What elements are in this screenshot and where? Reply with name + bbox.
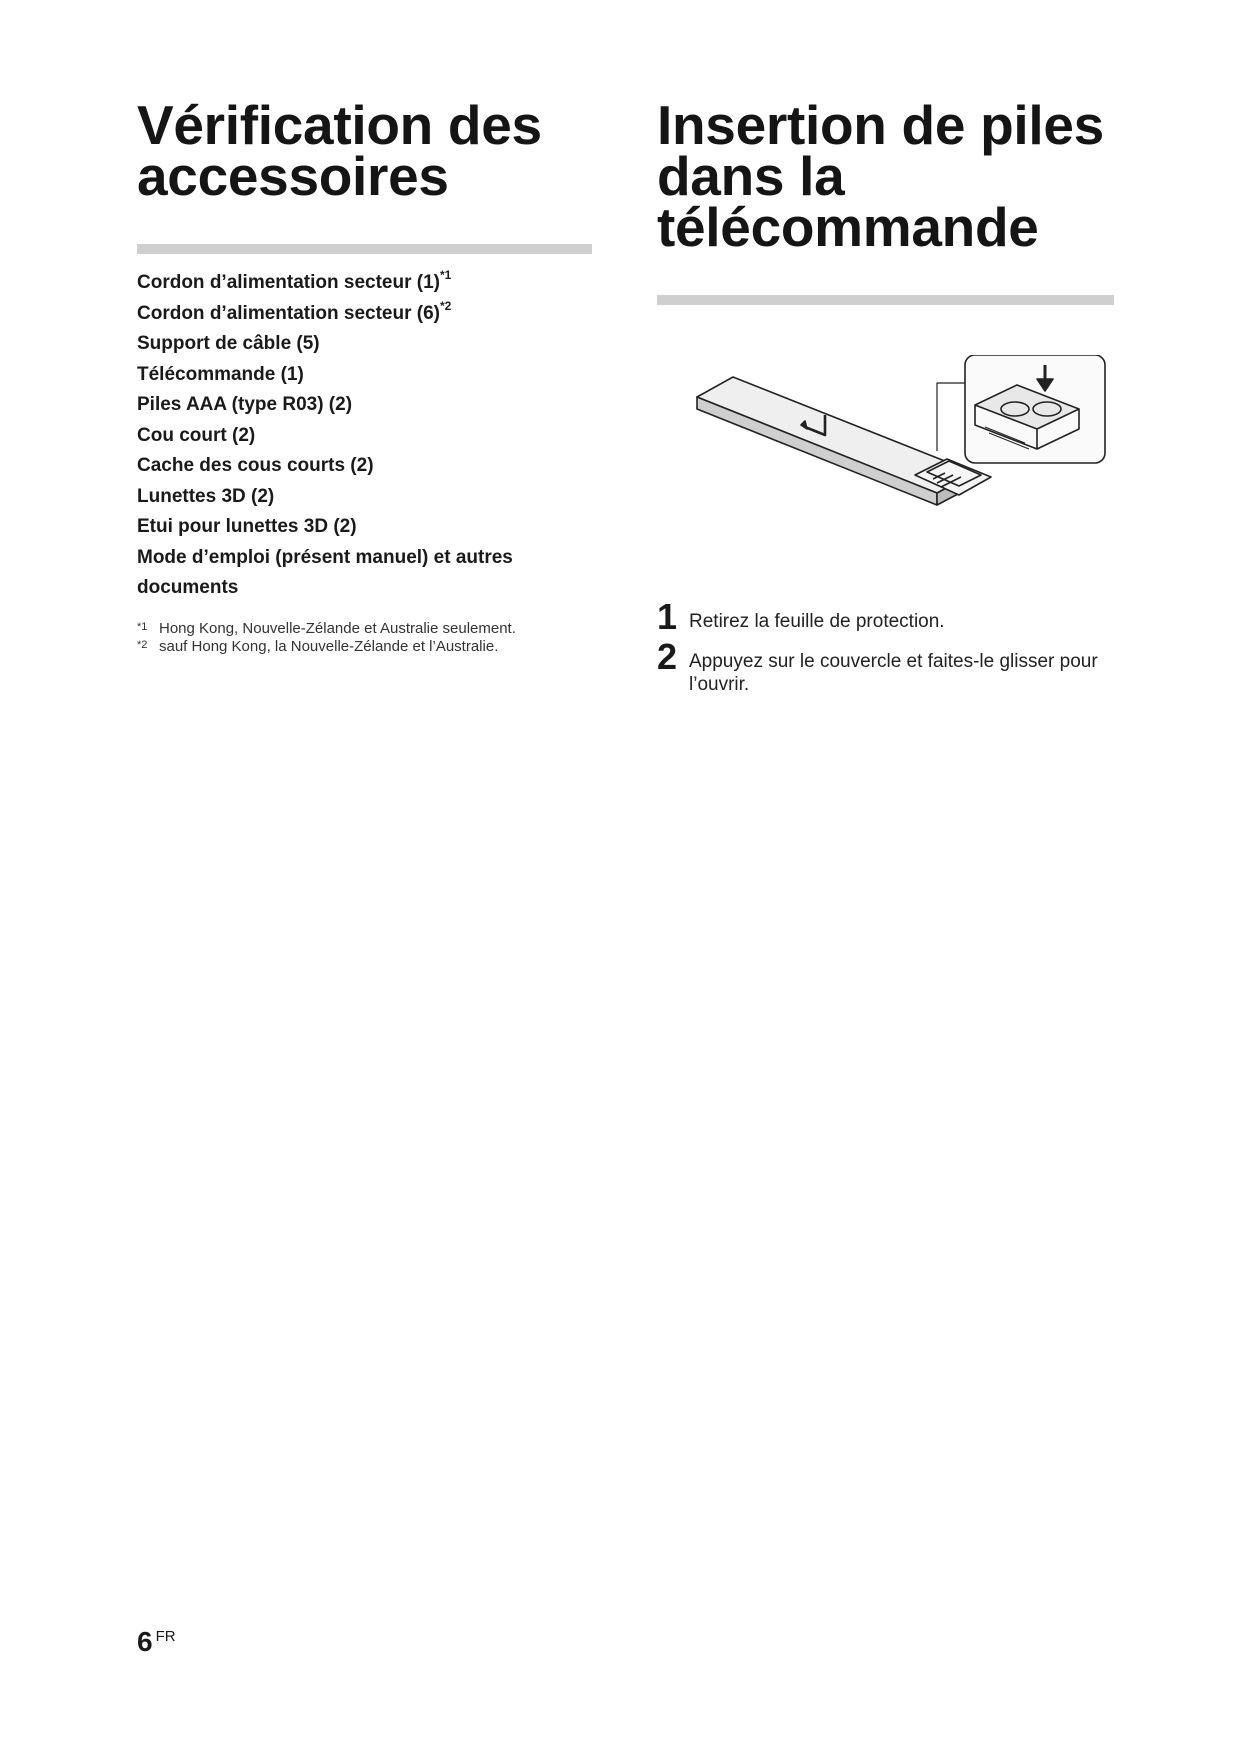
title-line: Insertion de piles: [657, 94, 1104, 156]
accessory-item: Télécommande (1): [137, 363, 304, 385]
battery-section: [657, 94, 1117, 702]
step-text: Appuyez sur le couvercle et faites-le glisser pour l’ouvrir.: [689, 651, 1098, 695]
accessory-item: Etui pour lunettes 3D (2): [137, 516, 357, 537]
step: [657, 636, 1117, 696]
accessories-title: [137, 94, 592, 207]
accessories-section: [137, 94, 592, 656]
step-text: Retirez la feuille de protection.: [689, 611, 945, 632]
accessory-item: Cache des cous courts (2): [137, 455, 374, 476]
title-line: télécommande: [657, 196, 1039, 258]
battery-title: [657, 94, 1117, 258]
footnote: *1 Hong Kong, Nouvelle-Zélande et Australie seulement.: [137, 619, 516, 637]
accessory-item: Cou court (2): [137, 424, 256, 446]
accessory-item: Cordon d’alimentation secteur $(6)^{*2}$: [137, 298, 452, 324]
footnotes: [137, 620, 592, 656]
footnote-mark: *2: [439, 298, 452, 313]
accessory-item: Mode d’emploi (présent manuel) et autres documents: [137, 546, 513, 598]
remote-battery-illustration: [675, 355, 1111, 573]
accessory-item: Support de câble (5): [137, 333, 320, 354]
section-divider: [657, 295, 1114, 305]
step-number: 1: [657, 596, 678, 637]
steps: [657, 596, 1117, 696]
title-line: Vérification des: [137, 94, 542, 156]
page-number: 6 $^{FR}$: [137, 1626, 176, 1657]
language-code: FR: [155, 1628, 176, 1645]
title-line: dans la: [657, 145, 845, 207]
accessory-item: Cordon d’alimentation secteur $(1)^{*1}$: [137, 268, 452, 293]
step: [657, 596, 1117, 637]
footnote-mark: *1: [439, 268, 452, 282]
accessory-item: Piles AAA (type R03) (2): [137, 394, 353, 415]
step-number: 2: [657, 636, 678, 677]
section-divider: [137, 244, 592, 254]
accessory-item: Lunettes 3D (2): [137, 485, 275, 507]
title-line: accessoires: [137, 145, 449, 207]
footnote: *2 sauf Hong Kong, la Nouvelle-Zélande et l’Australie.: [137, 637, 499, 655]
accessory-list: [137, 268, 592, 604]
